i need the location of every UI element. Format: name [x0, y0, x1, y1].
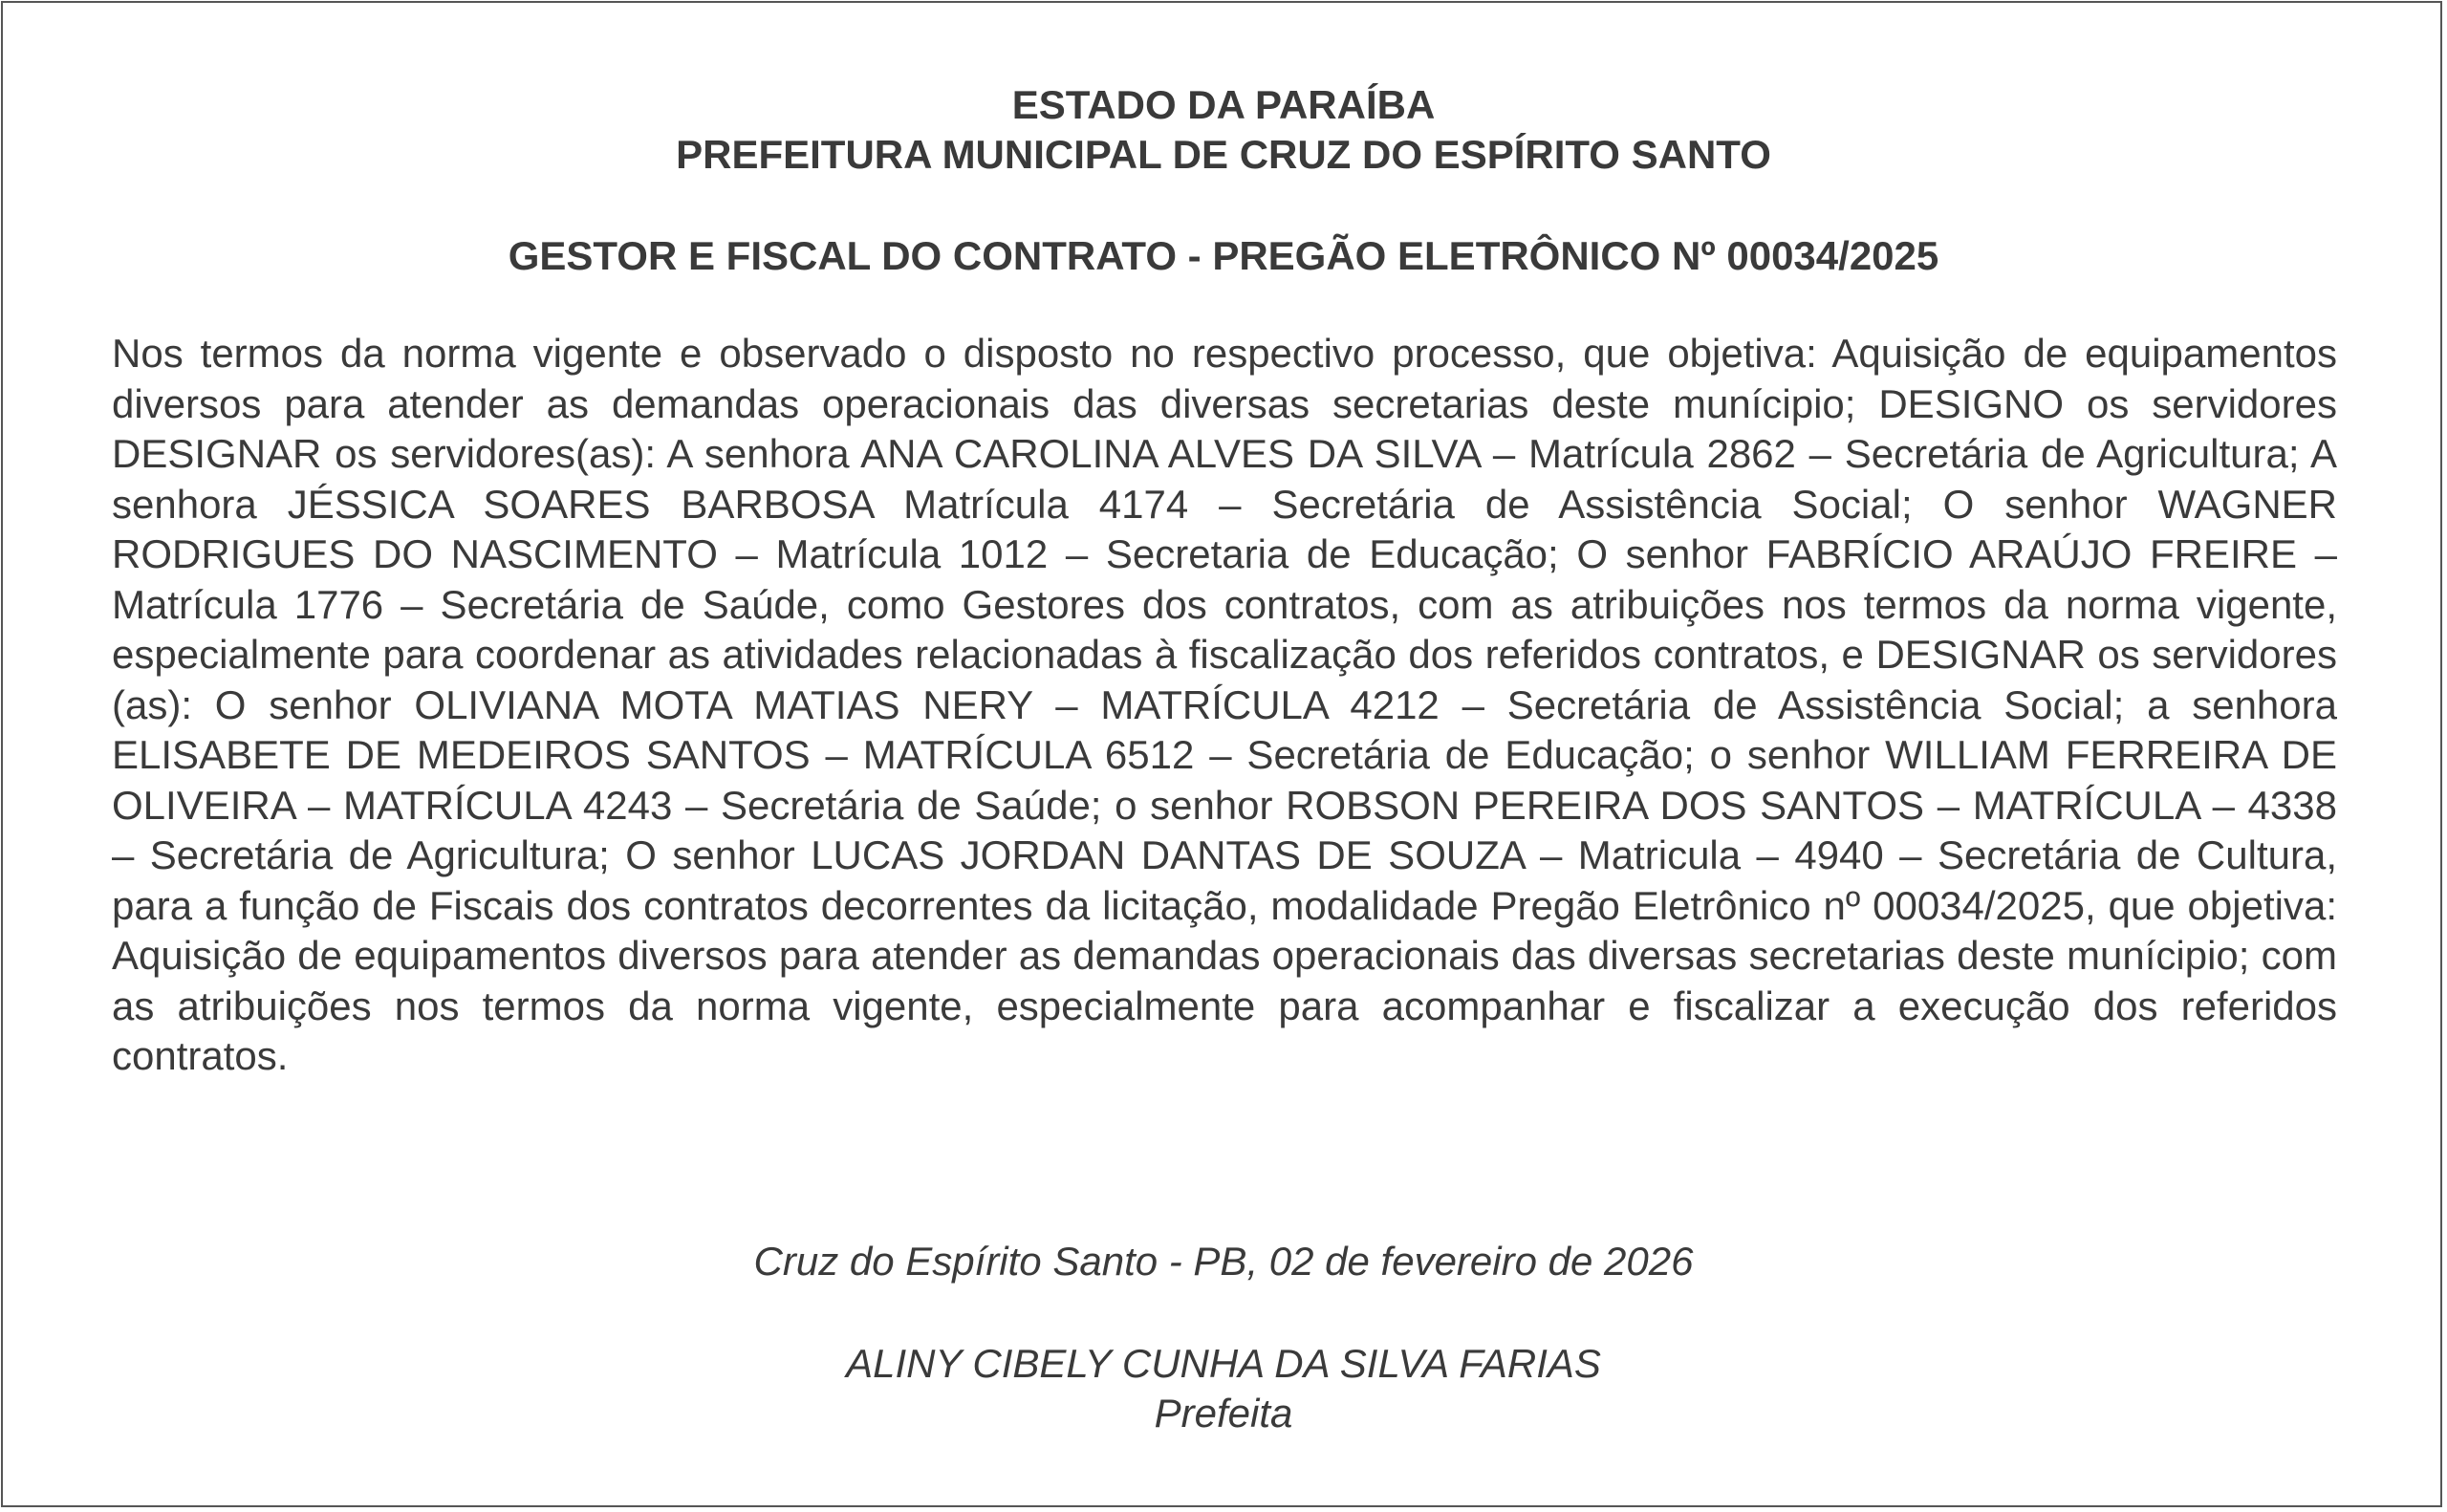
place-date: Cruz do Espírito Santo - PB, 02 de fevereiro de 2026 [753, 1239, 1694, 1284]
state-heading: ESTADO DA PARAÍBA [1011, 82, 1436, 127]
notice-body: Nos termos da norma vigente e observado o disposto no respectivo processo, que objetiva: Aquisição de equipamentos diversos para atender as demandas operacionais das diversas secretarias deste munícipio; DESIGNO os servidores DESIGNAR os servidores(as): A senhora ANA CAROLINA ALVES DA SILVA – Matrícula 2862 – Secretária de Agricultura; A senhora JÉSSICA SOARES BARBOSA Matrícula 4174 – Secretária de Assistência Social; O senhor WAGNER RODRIGUES DO NASCIMENTO – Matrícula 1012 – Secretaria de Educação; O senhor FABRÍCIO ARAÚJO FREIRE – Matrícula 1776 – Secretária de Saúde, como Gestores dos contratos, com as atribuições nos termos da norma vigente, especialmente para coordenar as atividades relacionadas à fiscalização dos referidos contratos, e DESIGNAR os servidores (as): O senhor OLIVIANA MOTA MATIAS NERY – MATRÍCULA 4212 – Secretária de Assistência Social; a senhora ELISABETE DE MEDEIROS SANTOS – MATRÍCULA 6512 – Secretária de Educação; o senhor WILLIAM FERREIRA DE OLIVEIRA – MATRÍCULA 4243 – Secretária de Saúde; o senhor ROBSON PEREIRA DOS SANTOS – MATRÍCULA – 4338 – Secretária de Agricultura; O senhor LUCAS JORDAN DANTAS DE SOUZA – Matricula – 4940 – Secretária de Cultura, para a função de Fiscais dos contratos decorrentes da licitação, modalidade Pregão Eletrônico nº 00034/2025, que objetiva: Aquisição de equipamentos diversos para atender as demandas operacionais das diversas secretarias deste munícipio; com as atribuições nos termos da norma vigente, especialmente para acompanhar e fiscalizar a execução dos referidos contratos. [112, 331, 2337, 1078]
signer-name: ALINY CIBELY CUNHA DA SILVA FARIAS [846, 1341, 1601, 1386]
notice-title: GESTOR E FISCAL DO CONTRATO - PREGÃO ELETRÔNICO Nº 00034/2025 [508, 233, 1939, 278]
prefecture-heading: PREFEITURA MUNICIPAL DE CRUZ DO ESPÍRITO SANTO [676, 132, 1771, 177]
signer-role: Prefeita [1154, 1391, 1293, 1436]
